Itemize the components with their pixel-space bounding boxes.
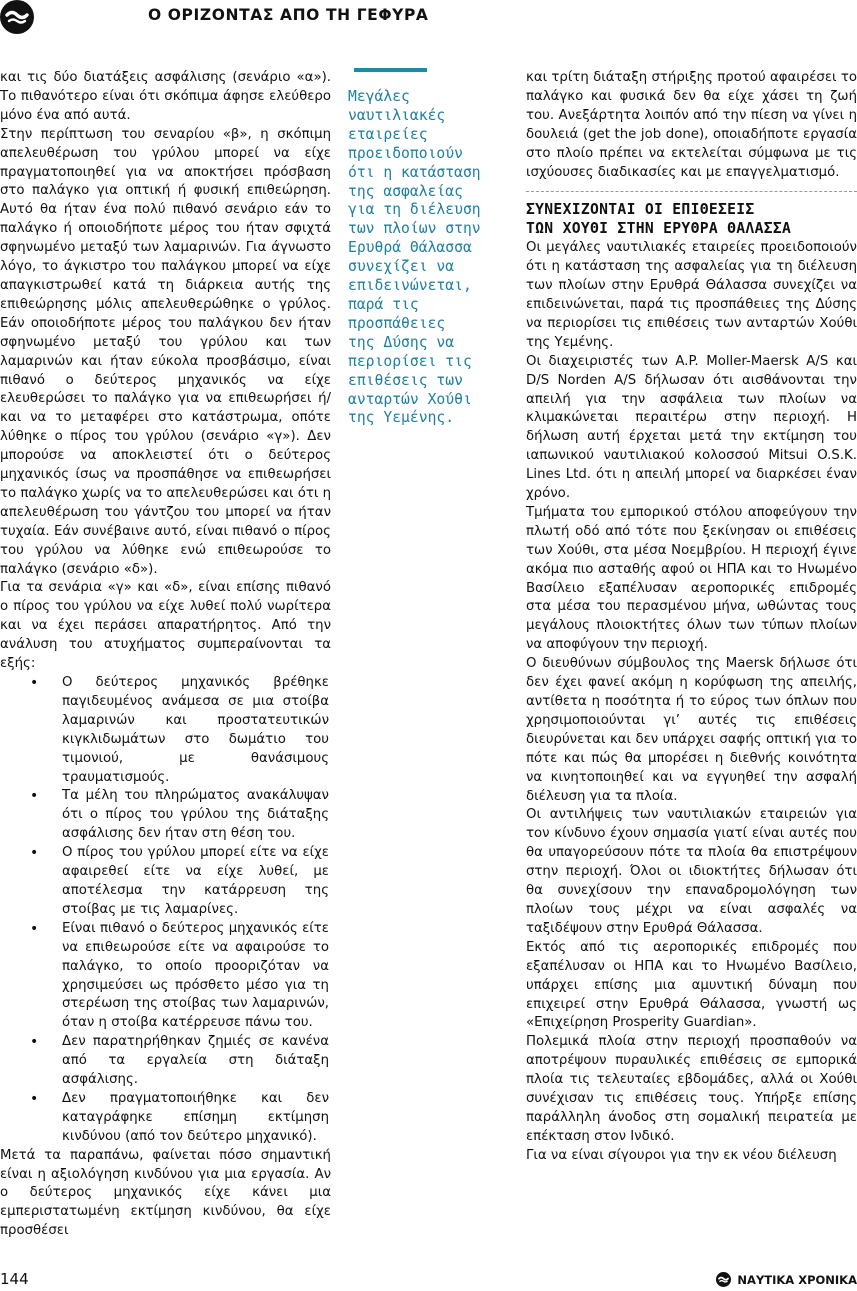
right-column [526,69,857,1166]
list-item: • Δεν πραγματοποιήθηκε και δεν καταγράφηκε επίσημη εκτίμηση κινδύνου (από τον δεύτερο μηχανικό). [0,1090,331,1147]
subheading-line: ΤΩΝ ΧΟΥΘΙ ΣΤΗΝ ΕΡΥΘΡΑ ΘΑΛΑΣΣΑ [526,220,792,238]
body-paragraph: Οι μεγάλες ναυτιλιακές εταιρείες προειδοποιούν ότι η κατάσταση της ασφαλείας για τη διέλευση των πλοίων στην Ερυθρά Θάλασσα συνεχίζει να επιδεινώνεται, παρά τις προσπάθειες της Δύσης να περιορίσει τις επιθέσεις των ανταρτών Χούθι της Υεμένης. [526,240,857,350]
magazine-brand [716,1272,857,1287]
list-item: • Ο δεύτερος μηχανικός βρέθηκε παγιδευμένος ανάμεσα σε μια στοίβα λαμαρινών και προστατευτικών κιγκλιδωμάτων στο δωμάτιο του τιμονιού, με θανάσιμους τραυματισμούς. [0,674,331,787]
body-paragraph: Μετά τα παραπάνω, φαίνεται πόσο σημαντική είναι η αξιολόγηση κινδύνου για μια εργασία. Αν ο δεύτερος μηχανικός είχε κάνει μια εμπεριστατωμένη εκτίμηση κινδύνου, θα είχε προσθέσει [0,1147,331,1239]
list-item: • Είναι πιθανό ο δεύτερος μηχανικός είτε να επιθεωρούσε είτε να αφαιρούσε το παλάγκο, το οποίο προοριζόταν να χρησιμεύσει ως πρόσθετο μέσο για τη στερέωση της στοίβας των λαμαρινών, όταν η στοίβα κατέρρευσε πάνω του. [0,920,331,1033]
body-paragraph: και τρίτη διάταξη στήριξης προτού αφαιρέσει το παλάγκο και φυσικά δεν θα είχε χάσει τη ζωή του. Ανεξάρτητα λοιπόν από την πίεση να γίνει η δουλειά (get the job done), οποιαδήποτε εργασία στο πλοίο πρέπει να εκτελείται σύμφωνα με τις ισχύουσες διαδικασίες και με επαγγελματισμό. [526,70,857,180]
section-divider [526,191,857,192]
body-paragraph: Εκτός από τις αεροπορικές επιδρομές που εξαπέλυσαν οι ΗΠΑ και το Ηνωμένο Βασίλειο, υπάρχει επίσης μια αμυντική δύναμη που επιχειρεί στην Ερυθρά Θάλασσα, γνωστή ως «Επιχείρηση Prosperity Guardian». [526,939,857,1031]
left-column [0,69,331,1241]
findings-list [0,674,331,1147]
wave-logo-icon [716,1272,731,1287]
list-item: • Τα μέλη του πληρώματος ανακάλυψαν ότι ο πίρος του γρύλου της διάταξης ασφάλισης δεν ήταν στη θέση του. [0,787,331,844]
body-paragraph: Ο διευθύνων σύμβουλος της Maersk δήλωσε ότι δεν έχει φανεί ακόμη η κορύφωση της απειλής, αντίθετα η ποσότητα ή το εύρος των όπλων που χρησιμοποιούνται γι’ αυτές τις επιθέσεις διευρύνεται και δεν υπάρχει σαφής οπτική για το πότε και πώς θα μπορέσει η διεθνής κοινότητα να κινητοποιηθεί και να εγγυηθεί την ασφαλή διέλευση για τα πλοία. [526,656,857,804]
body-paragraph: Οι διαχειριστές των A.P. Moller-Maersk A/S και D/S Norden A/S δήλωσαν ότι αισθάνονται την απειλή για την ασφάλεια των πλοίων να κλιμακώνεται περαιτέρω στην περιοχή. Η δήλωση αυτή έρχεται μετά την εκτίμηση του ιαπωνικού ναυτιλιακού κολοσσού Mitsui O.S.K. Lines Ltd. ότι η απειλή μπορεί να διαρκέσει έναν χρόνο. [526,353,857,502]
magazine-name: ΝΑΥΤΙΚΑ ΧΡΟΝΙΚΑ [737,1272,857,1287]
list-item: • Δεν παρατηρήθηκαν ζημιές σε κανένα από τα εργαλεία στη διάταξη ασφάλισης. [0,1033,331,1090]
subheading-line: ΣΥΝΕΧΙΖΟΝΤΑΙ ΟΙ ΕΠΙΘΕΣΕΙΣ [526,201,755,219]
subheading [526,201,857,239]
body-paragraph: Οι αντιλήψεις των ναυτιλιακών εταιρειών για τον κίνδυνο έχουν σημασία γιατί είναι αυτές που θα υπαγορεύσουν πότε τα πλοία θα επιστρέψουν στην περιοχή. Όλοι οι ιδιοκτήτες δήλωσαν ότι θα συνεχίσουν την επαναδρομολόγηση των πλοίων τους μέχρι να είναι ασφαλές να ταξιδέψουν στην Ερυθρά Θάλασσα. [526,807,857,936]
body-paragraph: Πολεμικά πλοία στην περιοχή προσπαθούν να αποτρέψουν πυραυλικές επιθέσεις σε εμπορικά πλοία τις τελευταίες εβδομάδες, αλλά οι Χούθι συνέχισαν τις επιθέσεις τους. Υπήρξε επίσης παράλληλη άνοδος στη σομαλική πειρατεία με επέκταση στον Ινδικό. [526,1034,857,1144]
body-paragraph: Για τα σενάρια «γ» και «δ», είναι επίσης πιθανό ο πίρος του γρύλου να είχε λυθεί πολύ νωρίτερα και να έχει περάσει απαρατήρητος. Από την ανάλυση του ατυχήματος συμπεραίνονται τα εξής: [0,580,331,672]
pull-quote: Μεγάλες ναυτιλιακές εταιρείες προειδοποιούν ότι η κατάσταση της ασφαλείας για τη διέλευση των πλοίων στην Ερυθρά Θάλασσα συνεχίζει να επιδεινώνεται, παρά τις προσπάθειες της Δύσης να περιορίσει τις επιθέσεις των ανταρτών Χούθι της Υεμένης. [348,88,481,427]
body-paragraph: Στην περίπτωση του σεναρίου «β», η σκόπιμη απελευθέρωση του γρύλου μπορεί να είχε πραγματοποιηθεί για να αποκτήσει πρόσβαση στο παλάγκο για οπτική ή φυσική επιθεώρηση. Αυτό θα ήταν ένα πολύ πιθανό σενάριο εάν το παλάγκο ή οποιοδήποτε μέρος του ήταν σφιχτά σφηνωμένο μεταξύ των λαμαρινών. Για άγνωστο λόγο, το άγκιστρο του παλάγκου μπορεί να είχε απαγκιστρωθεί κατά τη διάρκεια αυτής της επιθεώρησης μόλις απελευθερώθηκε ο γρύλος. Εάν οποιοδήποτε μέρος του παλάγκου δεν ήταν σφηνωμένο μεταξύ του γρύλου και των λαμαρινών και ήταν εύκολα προσβάσιμο, είναι πιθανό ο δεύτερος μηχανικός να είχε ελευθερώσει το παλάγκο για να επιθεωρήσει ή/και να το μεταφέρει στο κατάστρωμα, οπότε λύθηκε ο πίρος του γρύλου (σενάριο «γ»). Δεν μπορούσε να αποκλειστεί ότι ο δεύτερος μηχανικός ίσως να προσπάθησε να επιθεωρήσει το παλάγκο χωρίς να το απελευθερώσει και ότι η απελευθέρωση του γάντζου του μπορεί να ήταν τυχαία. Εάν συνέβαινε αυτό, είναι πιθανό ο πίρος του γρύλου να λύθηκε ενώ επιθεωρούσε το παλάγκο (σενάριο «δ»). [0,126,331,577]
pull-quote-accent-bar [354,68,427,72]
section-title: Ο ΟΡΙΖΟΝΤΑΣ ΑΠΟ ΤΗ ΓΕΦΥΡΑ [148,6,429,24]
wave-logo-icon [0,0,34,34]
page-header [0,0,857,32]
page-number: 144 [0,1270,29,1288]
list-item: • Ο πίρος του γρύλου μπορεί είτε να είχε αφαιρεθεί είτε να είχε λυθεί, με αποτέλεσμα την κατάρρευση της στοίβας με τις λαμαρίνες. [0,844,331,920]
body-paragraph: και τις δύο διατάξεις ασφάλισης (σενάριο «α»). Το πιθανότερο είναι ότι σκόπιμα άφησε ελεύθερο μόνο ένα από αυτά. [0,70,331,123]
body-paragraph: Τμήματα του εμπορικού στόλου αποφεύγουν την πλωτή οδό από τότε που ξεκίνησαν οι επιθέσεις των Χούθι, στα μέσα Νοεμβρίου. Η περιοχή έγινε ακόμα πιο ασταθής αφού οι ΗΠΑ και το Ηνωμένο Βασίλειο εξαπέλυσαν αεροπορικές επιδρομές στα μέσα του περασμένου μήνα, ωθώντας τους μεγάλους πλοιοκτήτες όλων των τύπων πλοίων να αποφύγουν την περιοχή. [526,504,857,653]
body-paragraph: Για να είναι σίγουροι για την εκ νέου διέλευση [526,1147,837,1163]
